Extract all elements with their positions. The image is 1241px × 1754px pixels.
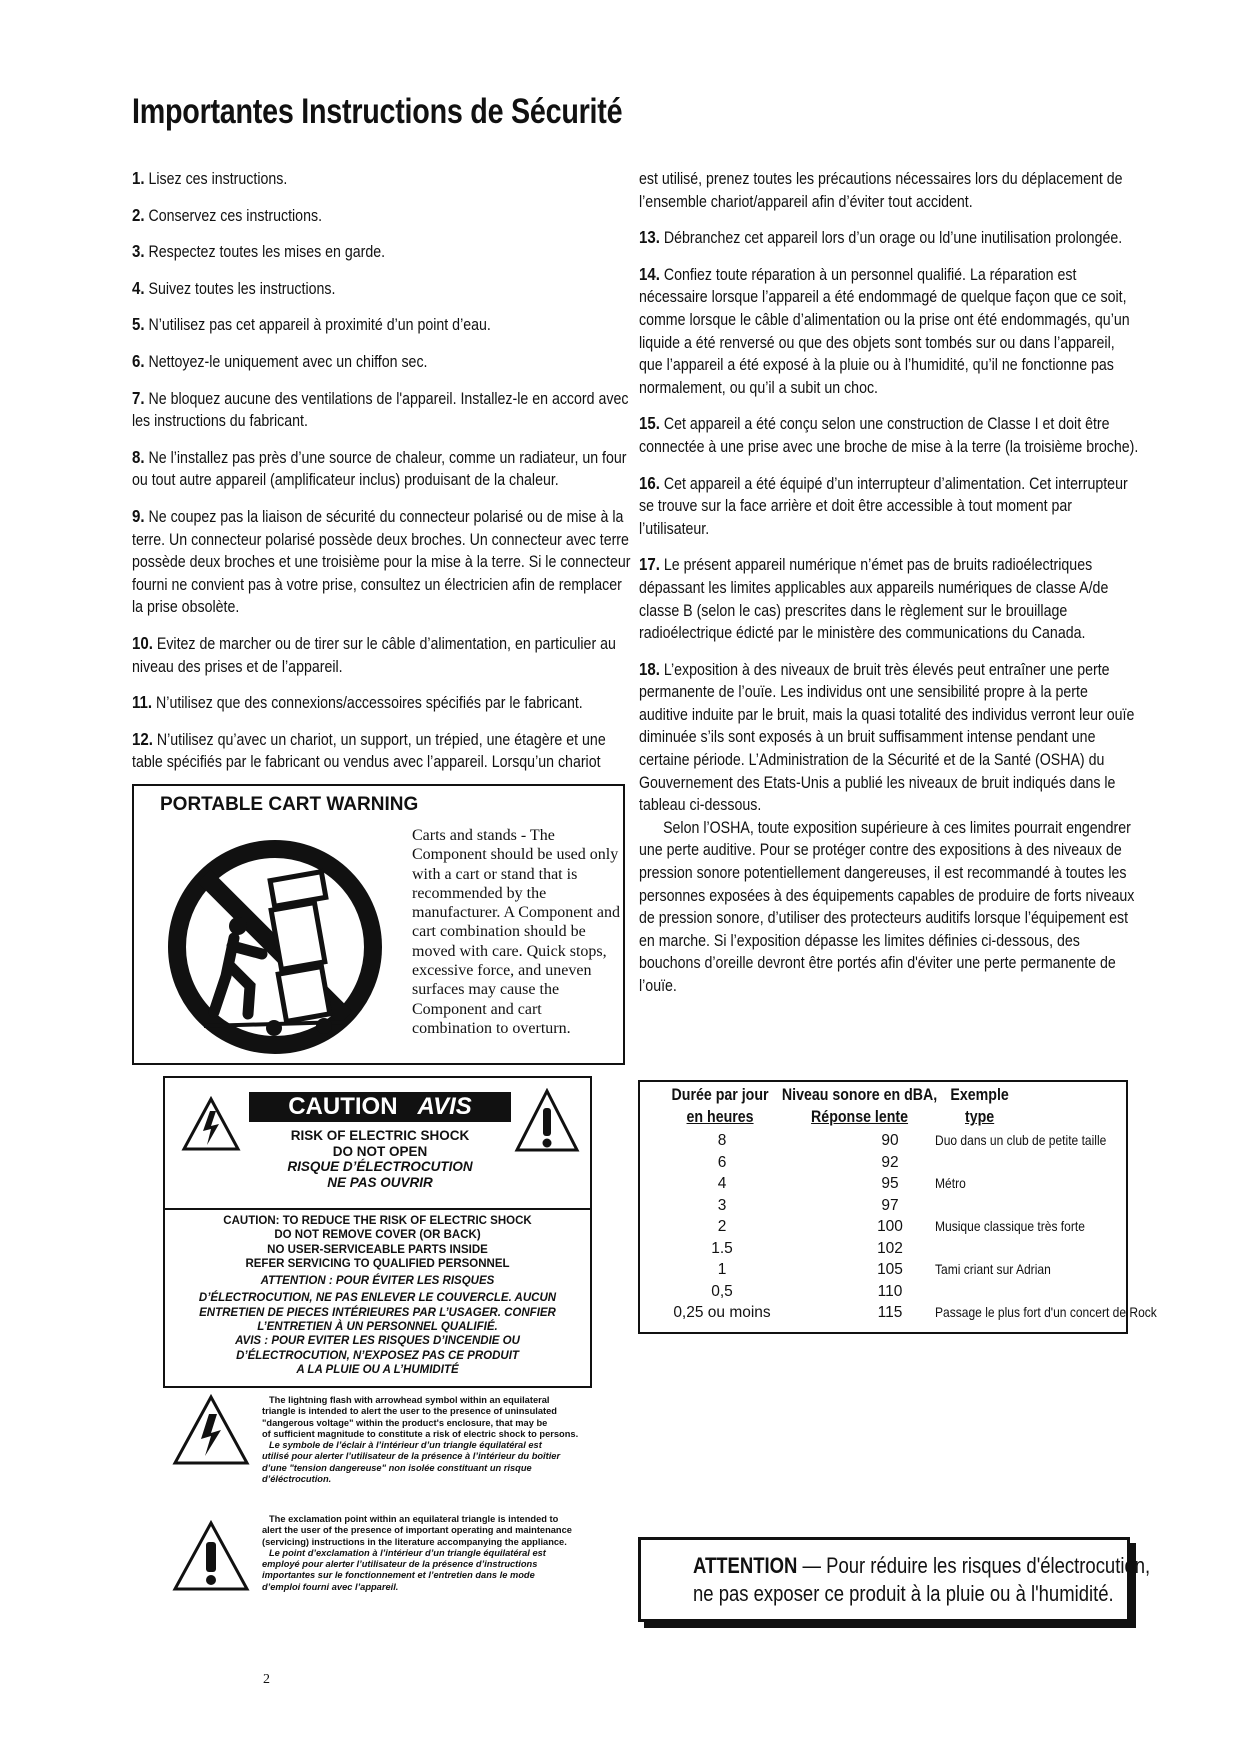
instruction-item — [639, 658, 1140, 817]
caution-line: A LA PLUIE OU A L’HUMIDITÉ — [296, 1363, 459, 1376]
item-text: Ne bloquez aucune des ventilations de l'appareil. Installez-le en accord avec les instructions du fabricant. — [132, 389, 629, 431]
table-row — [640, 1154, 1126, 1176]
example-cell: Métro — [935, 1175, 966, 1191]
item-number: 15. — [639, 413, 660, 434]
instruction-item — [639, 553, 1140, 644]
attention-dash: — — [797, 1553, 827, 1578]
duration-cell: 8 — [717, 1132, 727, 1149]
item-number: 9. — [132, 505, 145, 526]
desc-line: d’une "tension dangereuse" non isolée constituant un risque — [262, 1462, 532, 1473]
item-number: 18. — [639, 658, 660, 679]
item-number: 14. — [639, 263, 660, 284]
table-row — [640, 1132, 1126, 1154]
level-cell: 110 — [877, 1282, 903, 1300]
item-number: 2. — [132, 204, 145, 225]
item-text: L’exposition à des niveaux de bruit très élevés peut entraîner une perte permanente de l’ouïe. Les individus ont une sensibilité propre à la perte auditive induite par le bruit, mais la quasi totalité des individus verront leur ouïe diminuée s’ils sont exposés à un bruit suffisamment intense pendant une certaine période. L’Administration de la Sécurité et de la Santé (OSHA) du Gouvernement des Etats-Unis a publié les niveaux de bruit indiqués dans le tableau ci-dessous. — [639, 660, 1135, 815]
attention-line-2: ne pas exposer ce produit à la pluie ou à l'humidité. — [693, 1581, 1114, 1606]
item-number: 3. — [132, 241, 145, 262]
item-text: Lisez ces instructions. — [144, 170, 288, 188]
desc-line: d’emploi fourni avec l’appareil. — [262, 1581, 399, 1592]
header-line: Niveau sonore en dBA, — [781, 1086, 938, 1104]
instruction-item — [132, 446, 636, 492]
avis-word: AVIS — [417, 1093, 472, 1120]
caution-line: REFER SERVICING TO QUALIFIED PERSONNEL — [245, 1257, 510, 1270]
table-row — [640, 1175, 1126, 1197]
item-text: Evitez de marcher ou de tirer sur le câble d’alimentation, en particulier au niveau des prises et de l’appareil. — [132, 634, 616, 676]
lightning-symbol-description — [262, 1395, 602, 1485]
item-text: Respectez toutes les mises en garde. — [144, 243, 386, 262]
level-cell: 102 — [877, 1239, 903, 1257]
item-number: 6. — [132, 350, 145, 371]
example-cell: Tami criant sur Adrian — [935, 1261, 1051, 1277]
example-cell: Passage le plus fort d'un concert de Rock — [935, 1304, 1157, 1320]
item-number: 12. — [132, 728, 153, 749]
instruction-item — [132, 350, 636, 374]
item-text: Débranchez cet appareil lors d’un orage ou ld’une inutilisation prolongée. — [659, 229, 1123, 248]
table-header-level — [780, 1084, 939, 1128]
noise-exposure-table — [638, 1080, 1157, 1334]
instruction-item — [132, 728, 636, 774]
desc-line: alert the user of the presence of important operating and maintenance — [262, 1525, 572, 1536]
caution-top-lines — [249, 1128, 511, 1190]
instruction-item — [639, 226, 1140, 250]
header-line: Réponse lente — [811, 1108, 909, 1126]
header-line: type — [965, 1108, 995, 1126]
item-number: 17. — [639, 554, 660, 575]
attention-text — [693, 1552, 1150, 1608]
instruction-item — [132, 277, 636, 301]
desc-line: The exclamation point within an equilateral triangle is intended to — [269, 1514, 559, 1524]
item-number: 1. — [132, 168, 145, 188]
item-text: Ne l’installez pas près d’une source de chaleur, comme un radiateur, un four ou tout autre appareil (amplificateur inclus) produisant de la chaleur. — [132, 448, 627, 490]
item-number: 11. — [132, 692, 153, 713]
item-text: est utilisé, prenez toutes les précautions nécessaires lors du déplacement de l’ensemble chariot/appareil afin d’éviter tout accident. — [639, 170, 1123, 211]
desc-line: "dangerous voltage" within the product's enclosure, that may be — [262, 1417, 548, 1428]
level-cell: 92 — [881, 1153, 899, 1171]
desc-line: triangle is intended to alert the user to the presence of uninsulated — [262, 1406, 557, 1417]
page-title: Importantes Instructions de Sécurité — [132, 92, 623, 131]
caution-line: ATTENTION : POUR ÉVITER LES RISQUES — [260, 1275, 495, 1288]
instruction-item — [639, 263, 1140, 400]
caution-line: NO USER-SERVICEABLE PARTS INSIDE — [267, 1243, 488, 1256]
item-number: 4. — [132, 277, 145, 298]
item-text: N’utilisez que des connexions/accessoires spécifiés par le fabricant. — [152, 694, 583, 713]
item-number: 8. — [132, 446, 145, 467]
item-text: Cet appareil a été équipé d’un interrupteur d’alimentation. Cet interrupteur se trouve sur la face arrière et doit être accessible à tout moment par l’utilisateur. — [639, 474, 1128, 538]
item-text: Confiez toute réparation à un personnel qualifié. La réparation est nécessaire lorsque l’appareil a été endommagé de quelque façon que ce soit, comme lorsque le câble d’alimentation ou la prise ont été endommagés, qu’un liquide a été renversé ou que des objets sont tombés sur ou dans l’appareil, que l’appareil a été exposé à la pluie ou à l’humidité, qu’il ne fonctionne pas normalement, ou qu’il a subit un choc. — [639, 265, 1130, 397]
item-number: 10. — [132, 632, 153, 653]
table-row — [640, 1240, 1126, 1262]
duration-cell: 6 — [717, 1153, 727, 1171]
caution-line: DO NOT REMOVE COVER (OR BACK) — [274, 1229, 481, 1242]
caution-line: DO NOT OPEN — [332, 1143, 428, 1159]
item-text: N’utilisez pas cet appareil à proximité d’un point d’eau. — [144, 316, 491, 335]
level-cell: 97 — [881, 1196, 899, 1214]
table-row — [640, 1283, 1126, 1305]
level-cell: 115 — [877, 1304, 903, 1321]
table-row — [640, 1304, 1157, 1326]
right-column — [639, 167, 1139, 1011]
cart-tip-over-icon — [164, 836, 386, 1058]
item-text: Cet appareil a été conçu selon une construction de Classe I et doit être connectée à une prise avec une broche de mise à la terre (la troisième broche). — [639, 415, 1139, 456]
item-text: Le présent appareil numérique n’émet pas de bruits radioélectriques dépassant les limites applicables aux appareils numériques de classe A/de classe B (selon le cas) prescrites dans le règlement sur le brouillage radioélectrique édicté par le ministère des communications du Canada. — [639, 556, 1109, 643]
item-text: N’utilisez qu’avec un chariot, un support, un trépied, une étagère et une table spécifiés par le fabricant ou vendus avec l’appareil. Lorsqu’un chariot — [132, 730, 606, 772]
level-cell: 90 — [881, 1132, 899, 1149]
caution-line: RISK OF ELECTRIC SHOCK — [290, 1128, 470, 1143]
caution-line: AVIS : POUR EVITER LES RISQUES D’INCENDIE OU — [235, 1335, 520, 1348]
item-number: 5. — [132, 314, 145, 335]
header-line: Durée par jour — [671, 1086, 769, 1104]
table-row — [640, 1261, 1126, 1283]
desc-line: d’éléctrocution. — [262, 1474, 332, 1485]
duration-cell: 0,25 ou moins — [673, 1304, 771, 1321]
instruction-item — [132, 240, 636, 264]
caution-line: CAUTION: TO REDUCE THE RISK OF ELECTRIC SHOCK — [223, 1215, 532, 1227]
caution-line: D’ÉLECTROCUTION, NE PAS ENLEVER LE COUVERCLE. AUCUN — [198, 1292, 557, 1305]
exclamation-symbol-icon — [172, 1520, 250, 1592]
caution-bottom-lines — [165, 1214, 590, 1377]
level-cell: 95 — [881, 1175, 899, 1192]
exclamation-warning-icon — [514, 1088, 580, 1154]
instruction-item — [132, 387, 636, 433]
attention-line-1: Pour réduire les risques d'électrocution, — [826, 1553, 1151, 1578]
attention-label: ATTENTION — [693, 1553, 798, 1578]
instruction-item — [132, 691, 636, 715]
table-row — [640, 1197, 1126, 1219]
page-number: 2 — [263, 1672, 270, 1687]
caution-divider — [165, 1208, 590, 1210]
item-text: Suivez toutes les instructions. — [144, 279, 336, 298]
instruction-item — [639, 167, 1140, 213]
item-number: 16. — [639, 472, 660, 493]
duration-cell: 4 — [717, 1175, 727, 1192]
duration-cell: 0,5 — [711, 1282, 733, 1300]
instruction-item — [639, 412, 1140, 458]
desc-line: Le symbole de l’éclair à l’intérieur d’un triangle équilatéral est — [269, 1440, 542, 1451]
desc-line: utilisé pour alerter l’utilisateur de la présence à l’intérieur du boîtier — [262, 1451, 561, 1462]
desc-line: employé pour alerter l’utilisateur de la présence d’instructions — [262, 1559, 538, 1570]
portable-cart-warning — [132, 784, 625, 1065]
item-text: Nettoyez-le uniquement avec un chiffon sec. — [144, 352, 428, 371]
level-cell: 105 — [877, 1261, 903, 1278]
left-column — [132, 167, 636, 787]
header-line: en heures — [686, 1108, 754, 1126]
header-line: Exemple — [950, 1086, 1009, 1104]
desc-line: of sufficient magnitude to constitute a risk of electric shock to persons. — [262, 1428, 579, 1439]
cart-warning-text: Carts and stands - The Component should be used only with a cart or stand that is recommended by the manufacturer. A Component and cart combination should be moved with care. Quick stops, excessive force, and uneven surfaces may cause the Component and cart combination to overturn. — [412, 827, 620, 1037]
caution-line: D’ÉLECTROCUTION, N’EXPOSEZ PAS CE PRODUIT — [236, 1349, 519, 1362]
item-number: 13. — [639, 227, 660, 248]
duration-cell: 1.5 — [711, 1239, 733, 1257]
instruction-item — [132, 632, 636, 678]
caution-word: CAUTION — [288, 1093, 398, 1120]
desc-line: (servicing) instructions in the literature accompanying the appliance. — [262, 1536, 567, 1547]
item-text: Conservez ces instructions. — [144, 206, 323, 225]
item-number: 7. — [132, 387, 145, 408]
caution-line: L’ENTRETIEN À UN PERSONNEL QUALIFIÉ. — [257, 1321, 498, 1334]
lightning-symbol-icon — [172, 1394, 250, 1466]
desc-line: Le point d’exclamation à l’intérieur d’un triangle équilatéral est — [269, 1547, 546, 1558]
example-cell: Musique classique très forte — [935, 1218, 1085, 1234]
desc-line: The lightning flash with arrowhead symbol within an equilateral — [269, 1395, 550, 1405]
level-cell: 100 — [877, 1218, 903, 1235]
item-text: Ne coupez pas la liaison de sécurité du connecteur polarisé ou de mise à la terre. Un connecteur polarisé possède deux broches. Un connecteur avec terre possède deux broches et une troisième pour la mise à la terre. Si le connecteur fourni ne convient pas à votre prise, consultez un électricien afin de remplacer la prise obsolète. — [132, 507, 631, 617]
caution-banner — [249, 1092, 511, 1122]
exclamation-symbol-description — [262, 1514, 602, 1593]
table-header-example — [928, 1084, 1031, 1128]
attention-box — [638, 1537, 1151, 1622]
caution-line: RISQUE D’ÉLECTROCUTION — [287, 1159, 473, 1174]
caution-box — [163, 1076, 592, 1388]
osha-paragraph: Selon l’OSHA, toute exposition supérieure à ces limites pourrait engendrer une perte auditive. Pour se protéger contre des expositions à des niveaux de pression sonore potentiellement dangereuses, il est recommandé à toutes les personnes exposées à des équipements capables de produire de forts niveaux de pression sonore, d’utiliser des protecteurs auditifs lorsque l’équipement est en marche. Si l’exposition dépasse les limites définies ci-dessous, des bouchons d’oreille devront être portés afin d'éviter une perte permanente de l’ouïe. — [639, 818, 1135, 995]
instruction-item — [132, 167, 636, 191]
duration-cell: 1 — [717, 1261, 727, 1278]
duration-cell: 3 — [717, 1196, 727, 1214]
duration-cell: 2 — [717, 1218, 727, 1235]
cart-warning-title: PORTABLE CART WARNING — [160, 794, 419, 815]
caution-line: NE PAS OUVRIR — [327, 1174, 433, 1190]
caution-line: ENTRETIEN DE PIECES INTÉRIEURES PAR L’USAGER. CONFIER — [199, 1306, 556, 1319]
instruction-item — [132, 313, 636, 337]
lightning-warning-icon — [181, 1096, 241, 1152]
instruction-item — [132, 505, 636, 619]
desc-line: importantes sur le fonctionnement et l’entretien dans le mode — [262, 1570, 535, 1581]
instruction-item — [132, 204, 636, 228]
table-row — [640, 1218, 1126, 1240]
instruction-item — [639, 472, 1140, 541]
example-cell: Duo dans un club de petite taille — [935, 1132, 1107, 1148]
table-header-duration — [662, 1084, 778, 1128]
